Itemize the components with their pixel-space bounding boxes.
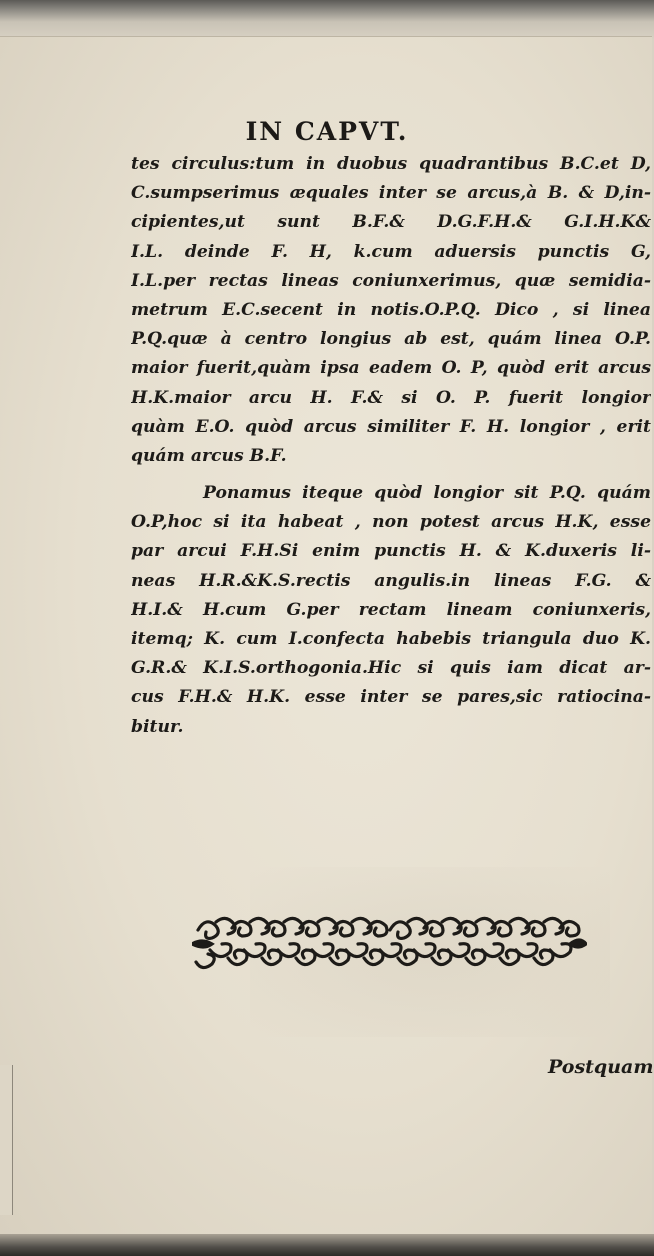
text-line: quàm E.O. quòd arcus similiter F. H. longior , erit [131, 416, 651, 437]
text-line: maior fuerit,quàm ipsa eadem O. P, quòd erit arcus [131, 358, 651, 379]
page-edge-fold [0, 1065, 13, 1215]
text-line: P.Q.quæ à centro longius ab est, quám linea O.P. [131, 329, 651, 350]
text-line: C.sumpserimus æquales inter se arcus,à B. & D,in- [131, 183, 651, 204]
text-line: bitur. [131, 716, 184, 737]
scan-bottom-edge [0, 1234, 654, 1256]
text-line: H.I.& H.cum G.per rectam lineam coniunxeris, [131, 599, 651, 620]
body-text [131, 150, 651, 742]
text-line: par arcui F.H.Si enim punctis H. & K.duxeris li- [131, 541, 651, 562]
text-line: G.R.& K.I.S.orthogonia.Hic si quis iam dicat ar- [131, 658, 651, 679]
text-line: O.P,hoc si ita habeat , non potest arcus H.K, esse [131, 512, 651, 533]
paragraph [131, 479, 651, 742]
catchword: Postquam [548, 1056, 654, 1078]
paragraph [131, 150, 651, 471]
text-line: H.K.maior arcu H. F.& si O. P. fuerit longior [131, 387, 651, 408]
text-line: I.L. deinde F. H, k.cum aduersis punctis G, [131, 241, 651, 262]
text-line: cus F.H.& H.K. esse inter se pares,sic ratiocina- [131, 687, 651, 708]
text-line: cipientes,ut sunt B.F.& D.G.F.H.& G.I.H.K& [131, 212, 651, 233]
printer-ornament-icon [192, 908, 587, 988]
text-line: itemq; K. cum I.confecta habebis triangula duo K. [131, 629, 651, 649]
text-line: metrum E.C.secent in notis.O.P.Q. Dico , si linea [131, 299, 651, 320]
running-header: IN CAPVT. [245, 117, 409, 146]
text-line: Ponamus iteque quòd longior sit P.Q. quám [203, 483, 651, 504]
text-line: tes circulus:tum in duobus quadrantibus B.C.et D, [131, 154, 651, 174]
text-line: I.L.per rectas lineas coniunxerimus, quæ semidia- [131, 270, 651, 291]
text-line: quám arcus B.F. [131, 445, 287, 466]
text-line: neas H.R.&K.S.rectis angulis.in lineas F.G. & [131, 570, 651, 591]
